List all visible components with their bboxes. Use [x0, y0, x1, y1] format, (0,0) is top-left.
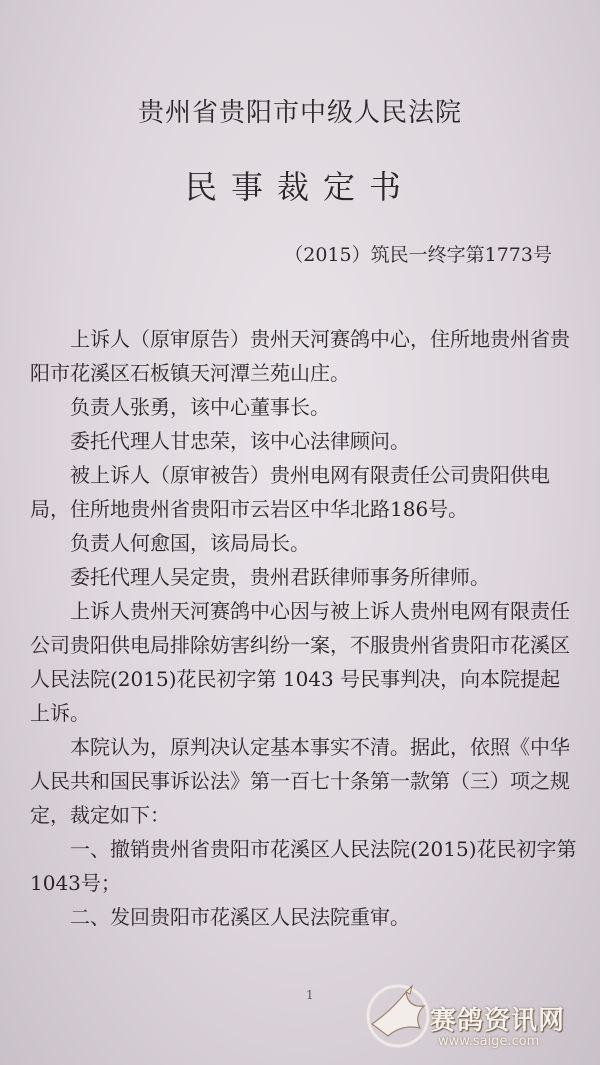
paragraph-case-summary: 上诉人贵州天河赛鸽中心因与被上诉人贵州电网有限责任公司贵阳供电局排除妨害纠纷一案，不服贵州省贵阳市花溪区人民法院(2015)花民初字第 1043 号民事判决，向本院提起上诉。: [30, 599, 570, 725]
watermark-url: www.saige.com: [438, 1034, 540, 1049]
paragraph-appellant-head: 负责人张勇，该中心董事长。: [70, 395, 330, 419]
page-number: 1: [306, 988, 314, 1002]
paragraph-appellant-agent: 委托代理人甘忠荣，该中心法律顾问。: [70, 429, 410, 453]
watermark-brand: 赛鸽资讯网: [430, 1006, 566, 1036]
paragraph-ruling-item-1: 一、撤销贵州省贵阳市花溪区人民法院(2015)花民初字第1043号；: [30, 837, 577, 895]
paragraph-appellee-head: 负责人何愈国，该局局长。: [70, 531, 310, 555]
paragraph-ruling-item-2: 二、发回贵阳市花溪区人民法院重审。: [70, 905, 410, 929]
document-title: 民事裁定书: [184, 168, 415, 206]
watermark: [362, 980, 592, 1056]
paragraph-appellee-agent: 委托代理人吴定贵，贵州君跃律师事务所律师。: [70, 565, 490, 589]
court-name: 贵州省贵阳市中级人民法院: [137, 98, 462, 128]
document-body: [30, 322, 578, 934]
paragraph-appellee: 被上诉人（原审被告）贵州电网有限责任公司贵阳供电局，住所地贵州省贵阳市云岩区中华北路186号。: [30, 463, 550, 521]
paragraph-appellant: 上诉人（原审原告）贵州天河赛鸽中心，住所地贵州省贵阳市花溪区石板镇天河潭兰苑山庄。: [30, 327, 570, 385]
case-number: （2015）筑民一终字第1773号: [284, 244, 552, 266]
paragraph-court-opinion: 本院认为，原判决认定基本事实不清。据此，依照《中华人民共和国民事诉讼法》第一百七十条第一款第（三）项之规定，裁定如下：: [30, 735, 570, 827]
